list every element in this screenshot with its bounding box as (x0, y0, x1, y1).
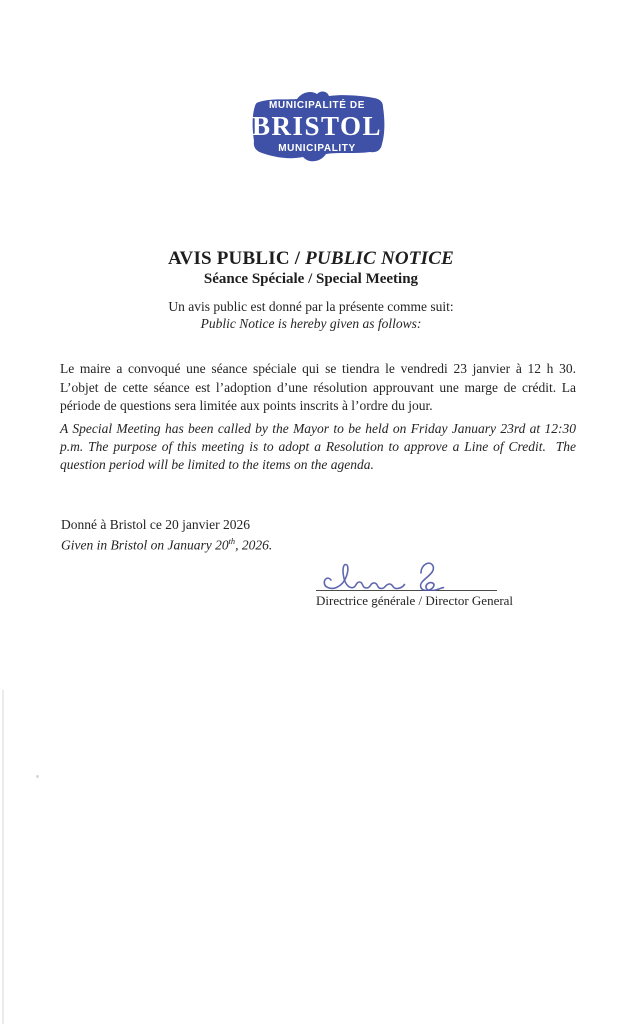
intro-line-french: Un avis public est donné par la présente comme suit: (168, 299, 454, 314)
dateline-french: Donné à Bristol ce 20 janvier 2026 (61, 517, 250, 532)
logo-name: BRISTOL (251, 111, 383, 141)
signature-ink (322, 559, 452, 591)
scan-speck-artifact (36, 775, 39, 778)
dateline-english-suffix: , 2026. (235, 537, 273, 552)
notice-title-french: AVIS PUBLIC (168, 248, 290, 269)
signature-line (316, 590, 497, 591)
logo-bottom-label: MUNICIPALITY (278, 143, 356, 154)
notice-title-english: PUBLIC NOTICE (305, 248, 454, 269)
notice-intro (0, 299, 622, 332)
dateline-english-ordinal: th (228, 536, 236, 546)
dateline (61, 517, 272, 554)
signature-role-label: Directrice générale / Director General (316, 593, 514, 608)
notice-title (0, 248, 622, 270)
signature-block (316, 559, 516, 609)
paragraph-english: A Special Meeting has been called by the Mayor to be held on Friday January 23rd at 12:30 p.m. The purpose of this meeting is to adopt a Resolution to approve a Line of Credit. The question period will be limited to the items on the agenda. (60, 421, 580, 472)
notice-subtitle: Séance Spéciale / Special Meeting (203, 271, 419, 287)
dateline-english-prefix: Given in Bristol on January 20 (61, 537, 229, 552)
municipal-logo-badge (247, 87, 387, 167)
logo-text (247, 87, 387, 167)
intro-line-english: Public Notice is hereby given as follows: (200, 315, 422, 331)
dateline-english (61, 534, 272, 554)
logo-top-label: MUNICIPALITÉ DE (268, 100, 366, 111)
notice-title-separator: / (289, 248, 306, 269)
scan-edge-artifact (2, 690, 4, 1024)
paragraph-french: Le maire a convoqué une séance spéciale qui se tiendra le vendredi 23 janvier à 12 h 30. L’objet de cette séance est l’adoption d’une résolution approuvant une marge de crédit. La période de questions sera limitée aux points inscrits à l’ordre du jour. (60, 361, 583, 413)
